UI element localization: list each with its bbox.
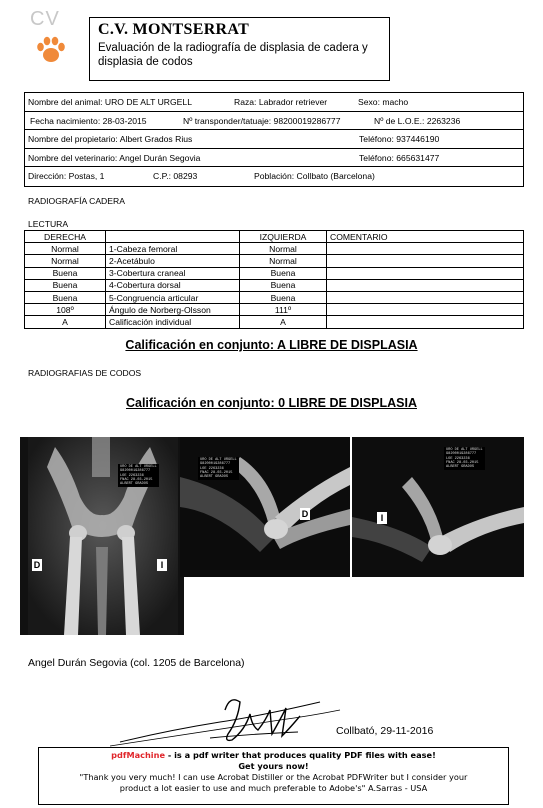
item-label: 5-Congruencia articular [106,291,240,303]
right-value: A [25,316,106,328]
owner-name: Nombre del propietario: Albert Grados Rius [28,134,193,144]
item-label: 2-Acetábulo [106,255,240,267]
item-label: 3-Cobertura craneal [106,267,240,279]
animal-name: Nombre del animal: URO DE ALT URGELL [28,97,192,107]
comment-cell [327,304,524,316]
elbow-section-title: RADIOGRAFIAS DE CODOS [28,368,142,378]
table-row [25,243,524,255]
right-value: 108º [25,304,106,316]
animal-row [25,93,523,112]
pdfmachine-footer [38,747,509,805]
left-value: 111º [240,304,327,316]
owner-row [25,130,523,149]
vet-name: Nombre del veterinario: Angel Durán Segovia [28,152,201,163]
table-row [25,267,524,279]
owner-phone: Teléfono: 937446190 [359,134,440,144]
footer-tagline: - is a pdf writer that produces quality PDF files with ease! [165,750,436,760]
col-right: DERECHA [25,231,106,243]
veterinarian-signature-line: Angel Durán Segovia (col. 1205 de Barcelona) [28,657,245,669]
elbow-overall-grade: Calificación en conjunto: 0 LIBRE DE DISPLASIA [125,396,417,410]
vet-row [25,149,523,168]
report-subtitle-line-1: Evaluación de la radiografía de displasia de cadera y [98,42,368,54]
patient-info-table [24,92,524,187]
birth-date: Fecha nacimiento: 28-03-2015 [30,115,147,126]
elbow-left-xray-graphic [352,437,524,577]
right-value: Normal [25,243,106,255]
logo-text: CV [30,8,60,30]
report-header [89,17,390,81]
table-row [25,279,524,291]
footer-line-4: product a lot easier to use and much preferable to Adobe's" A.Sarras - USA [119,783,428,793]
clinic-logo [28,8,78,66]
footer-brand[interactable]: pdfMachine [111,750,165,760]
col-left: IZQUIERDA [240,231,327,243]
hip-overall-grade: Calificación en conjunto: A LIBRE DE DISPLASIA [125,338,418,352]
hip-xray-metadata: URO DE ALT URGELL 98200019286777 LOE 2263236 FNAC 28-03-2015 ALBERT GRADOS [120,465,157,487]
comment-cell [327,267,524,279]
vet-phone: Teléfono: 665631477 [359,152,440,163]
signature-date: Collbató, 29-11-2016 [336,725,434,737]
clinic-name: C.V. MONTSERRAT [98,21,250,38]
elbow-right-marker: D [301,509,309,519]
reading-label: LECTURA [28,219,69,229]
left-value: Buena [240,267,327,279]
elbow-right-xray-image [180,437,350,577]
table-row [25,255,524,267]
footer-line-2: Get yours now! [238,761,309,771]
right-value: Buena [25,267,106,279]
comment-cell [327,255,524,267]
elbow-left-marker: I [377,512,387,524]
footer-line-3: "Thank you very much! I can use Acrobat Distiller or the Acrobat PDFWriter but I consider your [79,772,468,782]
elbow-right-xray-metadata: URO DE ALT URGELL 98200019286777 LOE 2263236 FNAC 28-03-2015 ALBERT GRADOS [200,458,237,480]
left-value: Buena [240,291,327,303]
transponder: Nº transponder/tatuaje: 98200019286777 [183,115,341,126]
footer-line-1 [39,750,508,761]
elbow-left-xray-image [352,437,524,577]
loe-number: Nº de L.O.E.: 2263236 [374,115,461,126]
hip-left-marker: I [157,559,167,571]
report-subtitle-line-2: displasia de codos [98,56,193,68]
animal-sex: Sexo: macho [358,97,409,107]
address-row [25,167,523,186]
right-value: Buena [25,291,106,303]
hip-section-title: RADIOGRAFÍA CADERA [28,196,125,206]
right-value: Buena [25,279,106,291]
comment-cell [327,243,524,255]
hip-reading-table [24,230,524,329]
item-label: 1-Cabeza femoral [106,243,240,255]
address-street: Dirección: Postas, 1 [28,171,105,181]
hip-xray-image [20,437,184,635]
left-value: Normal [240,255,327,267]
hip-xray-graphic [20,437,184,635]
item-label: Ángulo de Norberg-Olsson [106,304,240,316]
table-header-row [25,231,524,243]
hip-right-marker: D [33,560,41,570]
animal-id-row [25,112,523,131]
left-value: Normal [240,243,327,255]
handwritten-signature [110,690,350,750]
table-row [25,316,524,328]
comment-cell [327,291,524,303]
comment-cell [327,279,524,291]
left-value: A [240,316,327,328]
col-comment: COMENTARIO [327,231,524,243]
animal-breed: Raza: Labrador retriever [234,97,328,107]
right-value: Normal [25,255,106,267]
comment-cell [327,316,524,328]
elbow-left-xray-metadata: URO DE ALT URGELL 98200019286777 LOE 2263236 FNAC 28-03-2015 ALBERT GRADOS [446,448,483,470]
table-row [25,304,524,316]
address-postal-code: C.P.: 08293 [153,171,198,181]
left-value: Buena [240,279,327,291]
item-label: 4-Cobertura dorsal [106,279,240,291]
address-town: Población: Collbato (Barcelona) [254,171,375,181]
paw-icon [36,36,66,64]
table-row [25,291,524,303]
item-label: Calificación individual [106,316,240,328]
col-item [106,231,240,243]
